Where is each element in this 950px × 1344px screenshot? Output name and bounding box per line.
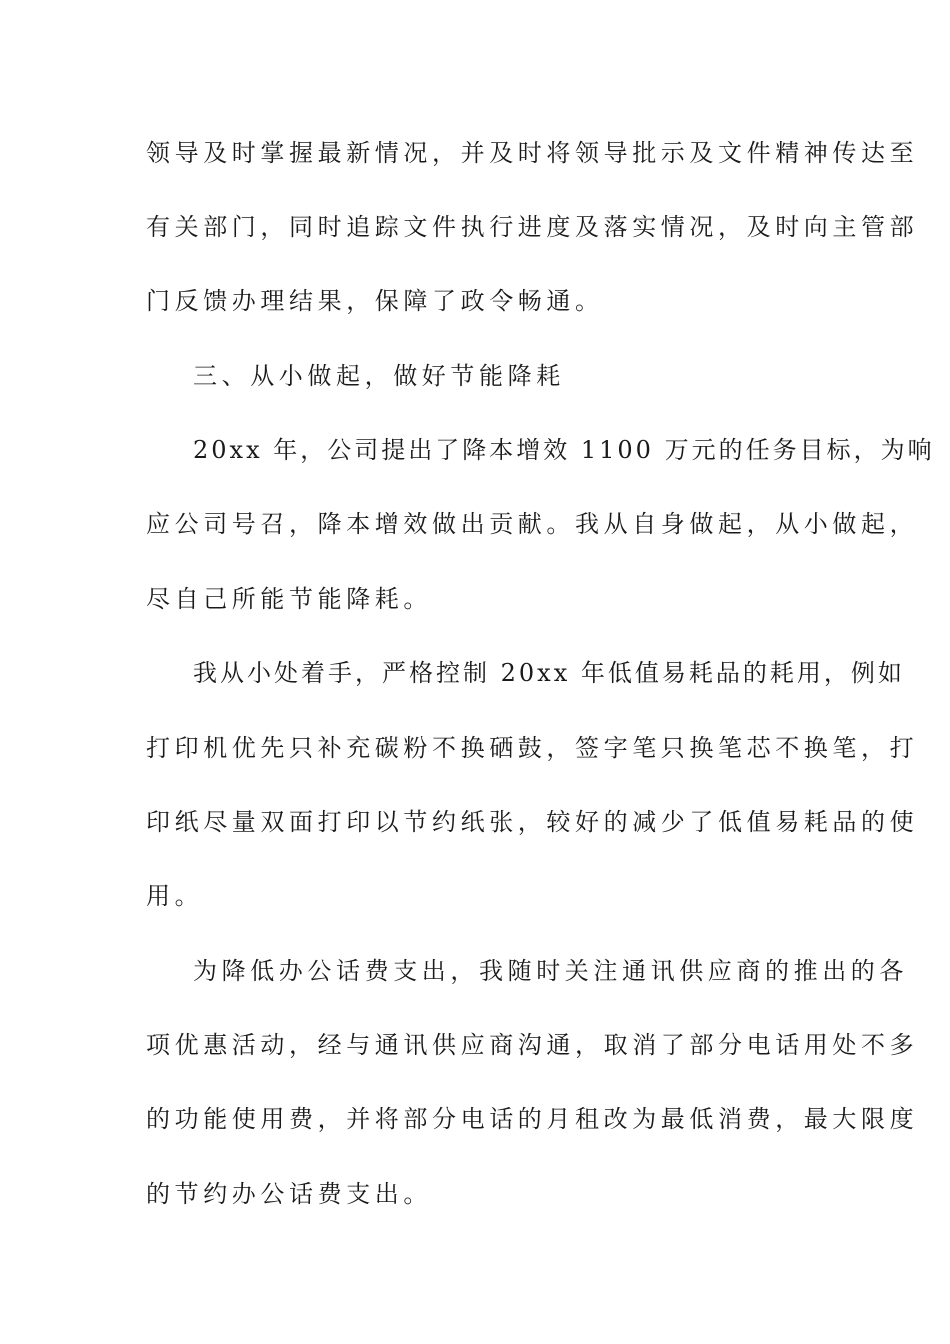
text-line: 的功能使用费，并将部分电话的月租改为最低消费，最大限度 — [146, 1105, 919, 1133]
text-line: 的节约办公话费支出。 — [146, 1180, 432, 1208]
text-line: 有关部门，同时追踪文件执行进度及落实情况，及时向主管部 — [146, 213, 919, 241]
text-line: 门反馈办理结果，保障了政令畅通。 — [146, 287, 604, 315]
text-line: 尽自己所能节能降耗。 — [146, 585, 432, 613]
text-line: 用。 — [146, 882, 204, 910]
text-line: 打印机优先只补充碳粉不换硒鼓，签字笔只换笔芯不换笔，打 — [146, 734, 919, 762]
section-heading: 三、从小做起，做好节能降耗 — [193, 362, 565, 390]
text-line: 我从小处着手，严格控制 20xx 年低值易耗品的耗用，例如 — [193, 659, 905, 687]
text-line: 应公司号召，降本增效做出贡献。我从自身做起，从小做起， — [146, 510, 919, 538]
text-line: 为降低办公话费支出，我随时关注通讯供应商的推出的各 — [193, 957, 908, 985]
text-line: 印纸尽量双面打印以节约纸张，较好的减少了低值易耗品的使 — [146, 808, 919, 836]
text-line: 领导及时掌握最新情况，并及时将领导批示及文件精神传达至 — [146, 139, 919, 167]
text-line: 20xx 年，公司提出了降本增效 1100 万元的任务目标，为响 — [193, 436, 935, 464]
text-line: 项优惠活动，经与通讯供应商沟通，取消了部分电话用处不多 — [146, 1031, 919, 1059]
